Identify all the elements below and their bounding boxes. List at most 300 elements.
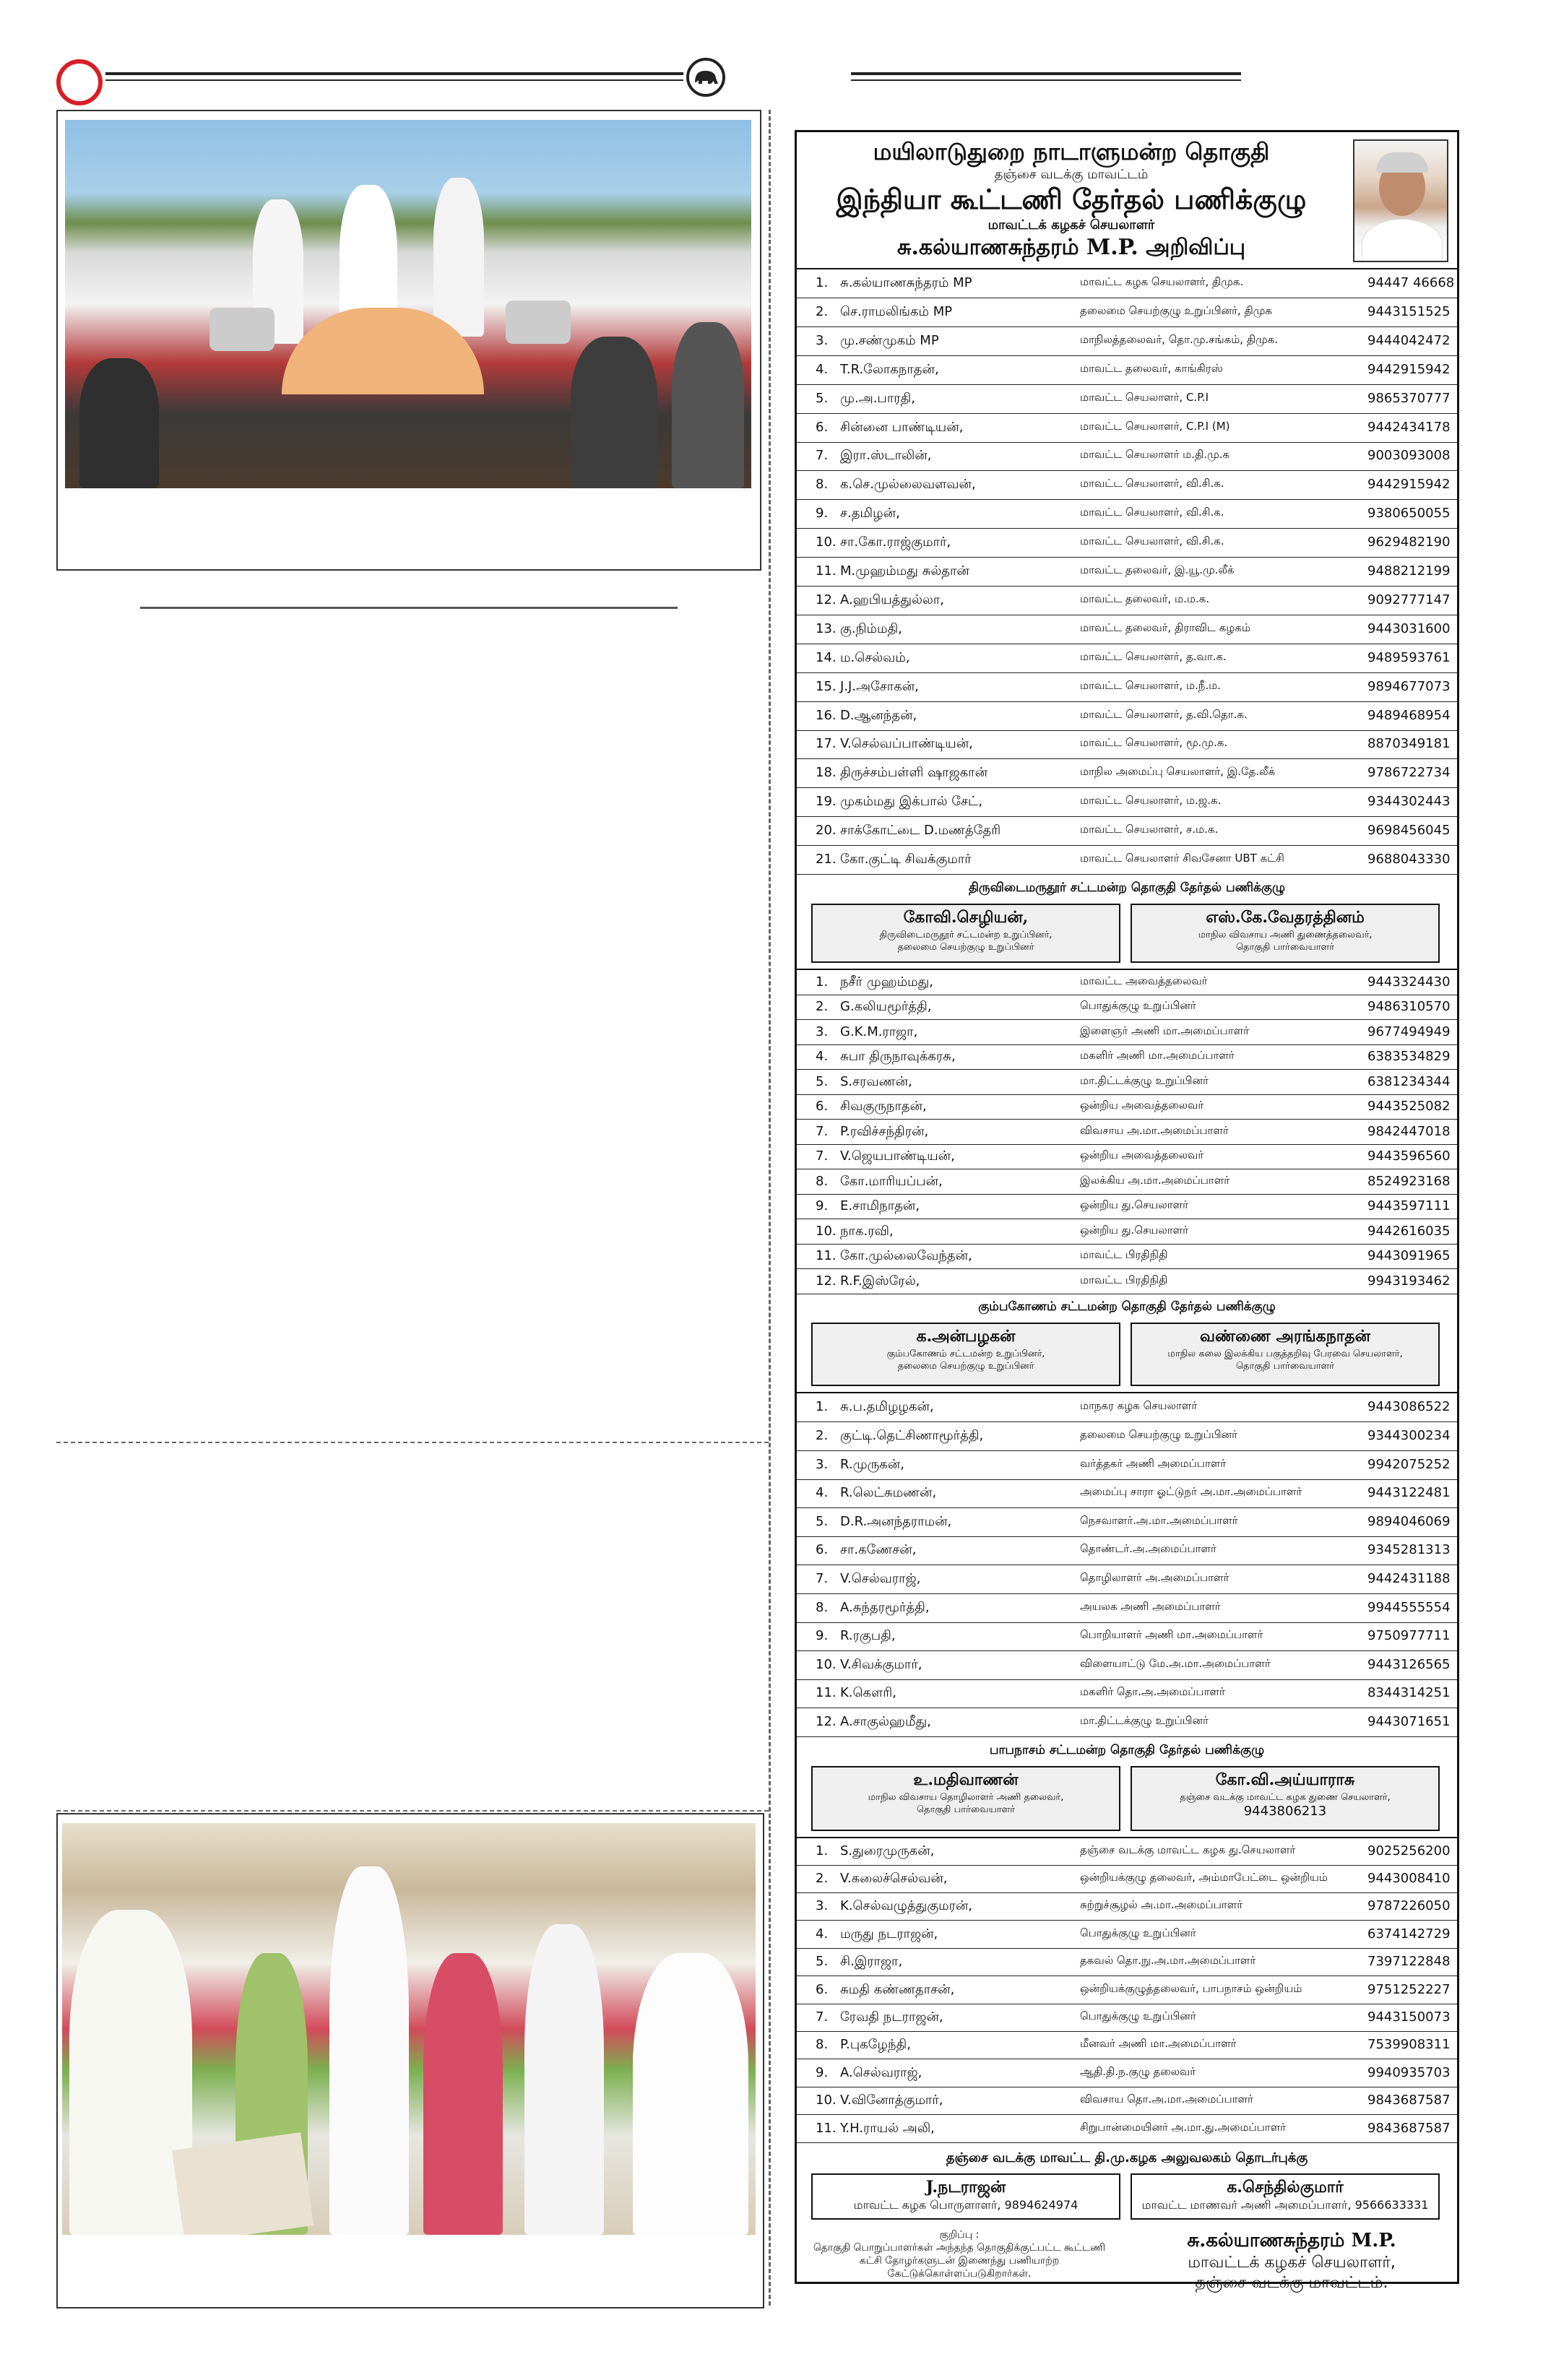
member-row <box>797 385 1457 414</box>
member-number: 8. <box>816 2037 829 2052</box>
leader-detail: தொகுதி பார்வையாளர் <box>916 1804 1016 1815</box>
member-number: 6. <box>816 1982 829 1997</box>
member-role: மாவட்ட செயலாளர், ச.ம.க. <box>1080 823 1219 836</box>
member-row <box>797 1070 1457 1095</box>
member-name: சுமதி கண்ணதாசன், <box>840 1982 955 1997</box>
member-row <box>797 558 1457 587</box>
member-number: 11. <box>816 563 837 579</box>
member-row <box>797 269 1457 298</box>
member-row <box>797 2087 1457 2115</box>
member-number: 5. <box>816 1954 829 1969</box>
leader-designation: மாநில விவசாய தொழிலாளர் அணி தலைவர், <box>868 1791 1064 1803</box>
member-role: மாவட்ட செயலாளர், வி.சி.க. <box>1080 535 1224 548</box>
member-name: Y.H.ராயல் அலி, <box>840 2121 935 2136</box>
member-row <box>797 1838 1457 1866</box>
member-row <box>797 702 1457 731</box>
member-number: 11. <box>816 1248 837 1263</box>
column-divider <box>769 110 771 2306</box>
member-row <box>797 414 1457 443</box>
member-row <box>797 1866 1457 1893</box>
member-phone: 9443150073 <box>1367 2009 1451 2025</box>
member-number: 7. <box>816 448 829 463</box>
member-name: திருச்சம்பள்ளி ஷாஜகான் <box>840 765 988 780</box>
secretary-portrait <box>1353 139 1448 262</box>
member-row <box>797 1094 1457 1120</box>
member-name: A.செல்வராஜ், <box>840 2065 922 2080</box>
member-number: 3. <box>816 1457 829 1472</box>
member-role: மீனவர் அணி மா.அமைப்பாளர் <box>1080 2037 1237 2050</box>
member-number: 10. <box>816 2093 837 2108</box>
leader-box <box>1131 904 1440 963</box>
member-name: V.செல்வராஜ், <box>840 1571 921 1586</box>
member-role: மா.திட்டக்குழு உறுப்பினர் <box>1080 1074 1209 1087</box>
member-role: மாவட்ட செயலாளர் சிவசேனா UBT கட்சி <box>1080 852 1284 865</box>
member-row <box>797 2004 1457 2032</box>
member-role: ஒன்றியக்குழுத்தலைவர், பாபநாசம் ஒன்றியம் <box>1080 1982 1302 1995</box>
leader-name: க.அன்பழகன் <box>916 1327 1016 1346</box>
member-row <box>797 1120 1457 1145</box>
member-role: மாவட்ட தலைவர், இ.யூ.மு.லீக் <box>1080 563 1235 576</box>
member-number: 8. <box>816 1600 829 1615</box>
member-phone: 94447 46668 <box>1367 275 1455 290</box>
member-name: E.சாமிநாதன், <box>840 1198 920 1213</box>
member-number: 5. <box>816 1074 829 1089</box>
campaign-crowd-photo <box>62 1823 756 2235</box>
member-number: 3. <box>816 1898 829 1913</box>
contact-desc: மாவட்ட கழக பொருளாளர், 9894624974 <box>853 2198 1079 2212</box>
member-name: செ.ராமலிங்கம் MP <box>840 304 953 319</box>
member-row <box>797 500 1457 529</box>
member-row <box>797 1536 1457 1565</box>
member-row <box>797 1269 1457 1294</box>
contact-box-right <box>1131 2173 1440 2220</box>
member-number: 8. <box>816 1174 829 1189</box>
member-number: 7. <box>816 1148 829 1164</box>
member-role: பொதுக்குழு உறுப்பினர் <box>1080 999 1196 1012</box>
member-row <box>797 615 1457 644</box>
member-name: D.ஆனந்தன், <box>840 708 917 723</box>
member-role: ஒன்றிய அவைத்தலைவர் <box>1080 1099 1204 1112</box>
member-number: 6. <box>816 420 829 435</box>
member-phone: 6383534829 <box>1367 1049 1451 1064</box>
member-role: தகவல் தொ.நு.அ.மா.அமைப்பாளர் <box>1080 1954 1256 1967</box>
member-number: 10. <box>816 1657 837 1672</box>
member-phone: 9025256200 <box>1367 1843 1451 1858</box>
leader-detail: தொகுதி பார்வையாளர் <box>1235 941 1335 953</box>
member-name: கோ.மாரியப்பன், <box>840 1174 943 1189</box>
section-title: பாபநாசம் சட்டமன்ற தொகுதி தேர்தல் பணிக்குழு <box>989 1742 1265 1757</box>
member-number: 1. <box>816 1399 829 1414</box>
member-row <box>797 1565 1457 1594</box>
member-row <box>797 1422 1457 1451</box>
contact-box-left <box>811 2173 1120 2220</box>
member-row <box>797 730 1457 759</box>
member-number: 9. <box>816 506 829 521</box>
member-number: 9. <box>816 2065 829 2080</box>
member-name: சுபா திருநாவுக்கரசு, <box>840 1049 956 1064</box>
leader-designation: தஞ்சை வடக்கு மாவட்ட கழக துணை செயலாளர், <box>1180 1791 1391 1803</box>
leader-box <box>1131 1323 1440 1386</box>
member-name: நசீர் முஹம்மது, <box>840 974 933 990</box>
member-name: R.லெட்சுமணன், <box>840 1485 937 1500</box>
leader-box <box>811 904 1120 963</box>
member-name: P.ரவிச்சந்திரன், <box>840 1124 929 1139</box>
member-phone: 9443086522 <box>1367 1399 1451 1414</box>
member-number: 19. <box>816 794 837 809</box>
member-row <box>797 1451 1457 1480</box>
member-name: V.கலைச்செல்வன், <box>840 1871 948 1886</box>
member-phone: 7397122848 <box>1367 1954 1451 1969</box>
member-number: 7. <box>816 1571 829 1586</box>
member-name: R.முருகன், <box>840 1457 904 1472</box>
member-row <box>797 442 1457 471</box>
member-row <box>797 1949 1457 1976</box>
leader-detail: தலைமை செயற்குழு உறுப்பினர் <box>897 1361 1034 1372</box>
member-row <box>797 1194 1457 1219</box>
advert-header <box>797 132 1457 269</box>
member-name: கோ.குட்டி சிவக்குமார் <box>840 852 972 867</box>
member-row <box>797 1479 1457 1508</box>
member-number: 13. <box>816 621 837 636</box>
member-row <box>797 970 1457 995</box>
member-name: முகம்மது இக்பால் சேட், <box>840 794 983 809</box>
leader-name: கோவி.செழியன், <box>903 907 1029 927</box>
member-name: சா.கோ.ராஜ்குமார், <box>840 535 951 550</box>
member-phone: 9629482190 <box>1367 535 1451 550</box>
member-number: 7. <box>816 2009 829 2025</box>
signature-district: தஞ்சை வடக்கு மாவட்டம். <box>1195 2274 1388 2292</box>
member-phone: 9751252227 <box>1367 1982 1451 1997</box>
member-role: மா.திட்டக்குழு உறுப்பினர் <box>1080 1714 1209 1727</box>
advert-title-constituency: மயிலாடுதுறை நாடாளுமன்ற தொகுதி <box>873 138 1270 165</box>
member-number: 1. <box>816 275 829 290</box>
member-phone: 9943193462 <box>1367 1273 1451 1289</box>
election-committee-advert <box>795 130 1459 2292</box>
left-dashed-rule <box>56 1442 769 1443</box>
member-role: பொறியாளர் அணி மா.அமைப்பாளர் <box>1080 1628 1263 1641</box>
member-role: மாவட்ட செயலாளர், C.P.I (M) <box>1080 420 1230 433</box>
member-role: மாவட்ட செயலாளர், ம.ஜ.க. <box>1080 794 1222 807</box>
leader-detail: 9443806213 <box>1243 1803 1327 1819</box>
member-name: க.செ.முல்லைவளவன், <box>840 477 976 492</box>
member-row <box>797 1651 1457 1680</box>
member-name: குட்டி.தெட்சிணாமூர்த்தி, <box>840 1428 984 1443</box>
leader-designation: திருவிடைமருதூர் சட்டமன்ற உறுப்பினர், <box>879 929 1053 940</box>
leader-box <box>1131 1766 1440 1831</box>
member-role: மாவட்ட செயலாளர், த.வி.தொ.க. <box>1080 708 1248 721</box>
member-row <box>797 1508 1457 1537</box>
member-phone: 9488212199 <box>1367 563 1451 579</box>
member-row <box>797 1144 1457 1169</box>
member-phone: 9003093008 <box>1367 448 1451 463</box>
member-name: கு.நிம்மதி, <box>840 621 902 636</box>
member-name: J.J.அசோகன், <box>840 679 919 694</box>
member-phone: 9750977711 <box>1367 1628 1451 1643</box>
member-phone: 9443071651 <box>1367 1714 1451 1729</box>
member-name: S.துரைமுருகன், <box>840 1843 935 1858</box>
member-number: 2. <box>816 1428 829 1443</box>
member-role: மாவட்ட செயலாளர், ம.நீ.ம. <box>1080 679 1221 692</box>
member-phone: 9344300234 <box>1367 1428 1451 1443</box>
member-role: மாவட்ட தலைவர், திராவிட கழகம் <box>1080 621 1251 634</box>
member-role: ஆதி.தி.ந.குழு தலைவர் <box>1080 2065 1196 2078</box>
section-title: கும்பகோணம் சட்டமன்ற தொகுதி தேர்தல் பணிக்குழு <box>978 1299 1276 1315</box>
member-number: 3. <box>816 333 829 348</box>
member-name: சின்னை பாண்டியன், <box>840 420 964 435</box>
member-phone: 9843687587 <box>1367 2093 1451 2108</box>
member-name: சிவகுருநாதன், <box>840 1099 927 1114</box>
member-phone: 9842447018 <box>1367 1124 1451 1139</box>
member-role: விவசாய அ.மா.அமைப்பாளர் <box>1080 1124 1229 1137</box>
member-number: 5. <box>816 391 829 406</box>
masthead-rule-thin <box>105 79 683 81</box>
member-row <box>797 471 1457 500</box>
masthead-rule <box>105 72 683 75</box>
member-number: 4. <box>816 1485 829 1500</box>
member-role: மகளிர் தொ.அ.அமைப்பாளர் <box>1080 1685 1225 1698</box>
member-phone: 9443126565 <box>1367 1657 1451 1672</box>
member-number: 12. <box>816 592 837 607</box>
leader-name: வண்ணை அரங்கநாதன் <box>1200 1327 1370 1346</box>
contact-title: தஞ்சை வடக்கு மாவட்ட தி.மு.கழக அலுவலகம் தொடர்புக்கு <box>946 2150 1308 2165</box>
member-name: R.F.இஸ்ரேல், <box>840 1273 920 1289</box>
member-number: 7. <box>816 1124 829 1139</box>
member-phone: 9443596560 <box>1367 1148 1451 1164</box>
member-number: 18. <box>816 765 837 780</box>
member-number: 20. <box>816 823 837 838</box>
member-name: A.சுந்தரமூர்த்தி, <box>840 1600 930 1615</box>
member-name: V.வினோத்குமார், <box>840 2093 943 2108</box>
member-role: மாவட்ட செயலாளர், த.வா.க. <box>1080 650 1227 663</box>
member-name: V.ஜெயபாண்டியன், <box>840 1148 955 1164</box>
member-name: S.சரவணன், <box>840 1074 912 1089</box>
member-number: 1. <box>816 1843 829 1858</box>
member-role: சுற்றுச்சூழல் அ.மா.அமைப்பாளர் <box>1080 1898 1243 1911</box>
member-row <box>797 1977 1457 2004</box>
member-name: இரா.ஸ்டாலின், <box>840 448 932 463</box>
member-number: 4. <box>816 362 829 377</box>
member-role: மாவட்ட தலைவர், ம.ம.க. <box>1080 592 1210 605</box>
member-role: மாநிலத்தலைவர், தொ.மு.சங்கம், திமுக. <box>1080 333 1279 346</box>
member-phone: 9442915942 <box>1367 362 1451 377</box>
member-row <box>797 1393 1457 1422</box>
member-phone: 9344302443 <box>1367 794 1451 809</box>
member-row <box>797 529 1457 558</box>
member-number: 6. <box>816 1099 829 1114</box>
member-role: மாவட்ட தலைவர், காங்கிரஸ் <box>1080 362 1223 375</box>
member-number: 10. <box>816 535 837 550</box>
member-phone: 9698456045 <box>1367 823 1451 838</box>
member-number: 16. <box>816 708 837 723</box>
member-row <box>797 1921 1457 1949</box>
member-row <box>797 2032 1457 2059</box>
member-role: தொண்டர்.அ.அமைப்பாளர் <box>1080 1542 1216 1555</box>
advert-note <box>804 2228 1115 2280</box>
advert-title-district: தஞ்சை வடக்கு மாவட்டம் <box>994 167 1149 182</box>
member-role: மாவட்ட செயலாளர், வி.சி.க. <box>1080 506 1224 519</box>
leader-detail: தொகுதி பார்வையாளர் <box>1235 1361 1335 1372</box>
member-phone: 8344314251 <box>1367 1685 1451 1700</box>
member-phone: 8870349181 <box>1367 736 1451 751</box>
member-number: 11. <box>816 2121 837 2136</box>
member-name: V.சிவக்குமார், <box>840 1657 922 1672</box>
member-phone: 9894046069 <box>1367 1514 1451 1529</box>
member-phone: 9442915942 <box>1367 477 1451 492</box>
member-phone: 9442434178 <box>1367 420 1451 435</box>
member-number: 2. <box>816 999 829 1014</box>
member-phone: 9486310570 <box>1367 999 1451 1014</box>
member-role: மாவட்ட பிரதிநிதி <box>1080 1248 1168 1261</box>
member-phone: 9442616035 <box>1367 1224 1451 1239</box>
member-name: சி.இராஜா, <box>840 1954 903 1969</box>
member-name: V.செல்வப்பாண்டியன், <box>840 736 973 751</box>
member-phone: 9489468954 <box>1367 708 1451 723</box>
masthead-right-rule-thin <box>851 79 1241 81</box>
member-row <box>797 1244 1457 1269</box>
member-phone: 9443122481 <box>1367 1485 1451 1500</box>
contact-name: க.செந்தில்குமார் <box>1227 2178 1344 2197</box>
member-number: 14. <box>816 650 837 665</box>
member-role: நெசவாளர்.அ.மா.அமைப்பாளர் <box>1080 1514 1238 1527</box>
member-phone: 9443597111 <box>1367 1198 1451 1213</box>
member-role: தலைமை செயற்குழு உறுப்பினர், திமுக <box>1080 304 1272 317</box>
campaign-vehicle-photo <box>65 120 751 488</box>
masthead-circle-logo-icon <box>56 59 103 105</box>
signature-name: சு.கல்யாணசுந்தரம் M.P. <box>1187 2230 1396 2251</box>
member-number: 2. <box>816 304 829 319</box>
member-role: இலக்கிய அ.மா.அமைப்பாளர் <box>1080 1174 1230 1187</box>
member-role: மாவட்ட செயலாளர், C.P.I <box>1080 391 1209 404</box>
member-number: 9. <box>816 1628 829 1643</box>
member-phone: 9787226050 <box>1367 1898 1451 1913</box>
masthead-right-rule <box>851 72 1241 75</box>
advert-title-secretary-role: மாவட்டக் கழகச் செயலாளர் <box>987 217 1155 233</box>
leader-detail: தலைமை செயற்குழு உறுப்பினர் <box>897 941 1034 953</box>
member-name: ம.செல்வம், <box>840 650 910 665</box>
member-role: விளையாட்டு மே.அ.மா.அமைப்பாளர் <box>1080 1657 1271 1670</box>
member-phone: 9443031600 <box>1367 621 1451 636</box>
member-role: வர்த்தகர் அணி அமைப்பாளர் <box>1080 1457 1227 1470</box>
member-number: 4. <box>816 1049 829 1064</box>
member-role: தொழிலாளர் அ.அமைப்பாளர் <box>1080 1571 1229 1584</box>
member-number: 9. <box>816 1198 829 1213</box>
member-name: A.சாகுல்ஹமீது, <box>840 1714 931 1729</box>
member-phone: 9345281313 <box>1367 1542 1451 1557</box>
member-role: மாவட்ட செயலாளர், வி.சி.க. <box>1080 477 1224 490</box>
leader-name: உ.மதிவாணன் <box>913 1770 1019 1789</box>
contact-desc: மாவட்ட மாணவர் அணி அமைப்பாளர், 9566633331 <box>1141 2198 1429 2212</box>
member-phone: 9843687587 <box>1367 2121 1451 2136</box>
leader-designation: மாநில விவசாய அணி துணைத்தலைவர், <box>1198 929 1373 940</box>
member-role: ஒன்றிய து.செயலாளர் <box>1080 1224 1188 1237</box>
member-name: நாக.ரவி, <box>840 1224 894 1239</box>
member-phone: 9092777147 <box>1367 592 1451 607</box>
member-row <box>797 1044 1457 1070</box>
member-phone: 9442431188 <box>1367 1571 1451 1586</box>
advert-signature <box>1129 2230 1454 2294</box>
member-name: மு.சண்முகம் MP <box>840 333 939 348</box>
member-row <box>797 1020 1457 1045</box>
leader-designation: கும்பகோணம் சட்டமன்ற உறுப்பினர், <box>886 1349 1045 1360</box>
member-number: 4. <box>816 1926 829 1942</box>
member-name: R.ரகுபதி, <box>840 1628 896 1643</box>
member-role: சிறுபான்மையினர் அ.மா.து.அமைப்பாளர் <box>1080 2121 1286 2134</box>
member-number: 8. <box>816 477 829 492</box>
elephant-logo-icon <box>686 58 725 97</box>
member-role: அமைப்பு சாரா ஓட்டுநர் அ.மா.அமைப்பாளர் <box>1080 1485 1302 1498</box>
member-name: T.R.லோகநாதன், <box>840 362 939 377</box>
member-phone: 9443008410 <box>1367 1871 1451 1886</box>
member-row <box>797 298 1457 327</box>
member-name: P.புகழேந்தி, <box>840 2037 911 2052</box>
contact-name: J.நடராஜன் <box>925 2178 1006 2197</box>
member-phone: 9940935703 <box>1367 2065 1451 2080</box>
member-row <box>797 817 1457 846</box>
member-role: மாவட்ட கழக செயலாளர், திமுக. <box>1080 275 1244 288</box>
member-number: 10. <box>816 1224 837 1239</box>
member-phone: 9865370777 <box>1367 391 1451 406</box>
member-row <box>797 673 1457 702</box>
member-phone: 8524923168 <box>1367 1174 1451 1189</box>
member-row <box>797 1708 1457 1737</box>
member-row <box>797 2060 1457 2087</box>
member-number: 17. <box>816 736 837 751</box>
member-number: 15. <box>816 679 837 694</box>
member-role: அயலக அணி அமைப்பாளர் <box>1080 1600 1221 1613</box>
member-name: சாக்கோட்டை D.மணத்தேரி <box>840 823 1001 838</box>
leader-box <box>811 1323 1120 1386</box>
member-name: M.முஹம்மது சுல்தான் <box>840 563 969 579</box>
member-role: மாவட்ட செயலாளர் ம.தி.மு.க <box>1080 448 1230 461</box>
member-row <box>797 1893 1457 1921</box>
member-phone: 9489593761 <box>1367 650 1451 665</box>
leader-name: கோ.வி.அய்யாராசு <box>1215 1770 1355 1789</box>
member-row <box>797 1679 1457 1708</box>
member-role: தஞ்சை வடக்கு மாவட்ட கழக து.செயலாளர் <box>1080 1843 1296 1856</box>
member-number: 3. <box>816 1024 829 1039</box>
member-phone: 9444042472 <box>1367 333 1451 348</box>
member-number: 12. <box>816 1273 837 1289</box>
member-role: மாநகர கழக செயலாளர் <box>1080 1399 1198 1412</box>
member-role: மாவட்ட அவைத்தலைவர் <box>1080 974 1208 987</box>
note-title: குறிப்பு : <box>939 2229 980 2241</box>
member-role: விவசாய தொ.அ.மா.அமைப்பாளர் <box>1080 2093 1253 2106</box>
member-role: பொதுக்குழு உறுப்பினர் <box>1080 2009 1196 2022</box>
member-phone: 9688043330 <box>1367 852 1451 867</box>
member-phone: 9443091965 <box>1367 1248 1451 1263</box>
leader-name: எஸ்.கே.வேதரத்தினம் <box>1206 907 1365 927</box>
member-role: பொதுக்குழு உறுப்பினர் <box>1080 1926 1196 1939</box>
member-name: G.கலியமூர்த்தி, <box>840 999 932 1014</box>
member-phone: 9380650055 <box>1367 506 1451 521</box>
member-phone: 7539908311 <box>1367 2037 1451 2052</box>
member-phone: 9944555554 <box>1367 1600 1451 1615</box>
member-phone: 9443151525 <box>1367 304 1451 319</box>
member-name: மருது நடராஜன், <box>840 1926 938 1942</box>
member-row <box>797 788 1457 817</box>
member-role: ஒன்றிய து.செயலாளர் <box>1080 1198 1188 1211</box>
member-role: மாநில அமைப்பு செயலாளர், இ.தே.லீக் <box>1080 765 1276 778</box>
section-title: திருவிடைமருதூர் சட்டமன்ற தொகுதி தேர்தல் பணிக்குழு <box>968 880 1286 895</box>
member-name: D.R.அனந்தராமன், <box>840 1514 952 1529</box>
member-name: கோ.முல்லைவேந்தன், <box>840 1248 972 1263</box>
member-number: 1. <box>816 974 829 990</box>
member-number: 12. <box>816 1714 837 1729</box>
member-name: சா.கணேசன், <box>840 1542 917 1557</box>
member-phone: 6381234344 <box>1367 1074 1451 1089</box>
member-name: சு.ப.தமிழழகன், <box>840 1399 934 1414</box>
member-role: ஒன்றிய அவைத்தலைவர் <box>1080 1148 1204 1161</box>
